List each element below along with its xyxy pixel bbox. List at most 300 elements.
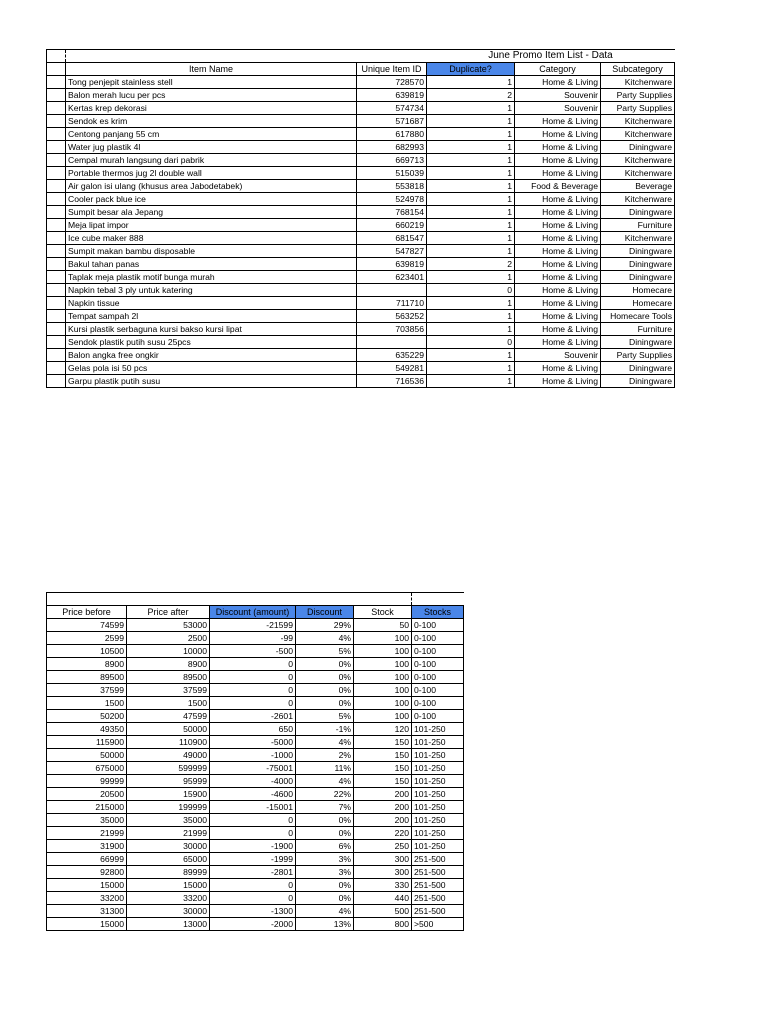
stock-cell[interactable]: 150 <box>354 736 412 749</box>
discount-amount-cell[interactable]: 0 <box>210 697 296 710</box>
unique-id-cell[interactable]: 728570 <box>357 76 427 89</box>
category-cell[interactable]: Home & Living <box>515 128 601 141</box>
discount-amount-cell[interactable]: 0 <box>210 827 296 840</box>
price-after-cell[interactable]: 15000 <box>127 879 210 892</box>
price-after-cell[interactable]: 21999 <box>127 827 210 840</box>
stocks-cell[interactable]: 0-100 <box>412 671 464 684</box>
item-name-cell[interactable]: Garpu plastik putih susu <box>66 375 357 388</box>
price-after-cell[interactable]: 89500 <box>127 671 210 684</box>
stocks-cell[interactable]: 101-250 <box>412 827 464 840</box>
price-before-cell[interactable]: 675000 <box>47 762 127 775</box>
stocks-cell[interactable]: 0-100 <box>412 697 464 710</box>
price-after-cell[interactable]: 2500 <box>127 632 210 645</box>
stocks-cell[interactable]: 101-250 <box>412 749 464 762</box>
discount-cell[interactable]: -1% <box>296 723 354 736</box>
item-name-cell[interactable]: Sumpit makan bambu disposable <box>66 245 357 258</box>
stocks-cell[interactable]: 101-250 <box>412 762 464 775</box>
discount-amount-cell[interactable]: -15001 <box>210 801 296 814</box>
item-name-cell[interactable]: Balon merah lucu per pcs <box>66 89 357 102</box>
stock-cell[interactable]: 150 <box>354 775 412 788</box>
unique-id-cell[interactable]: 623401 <box>357 271 427 284</box>
price-before-cell[interactable]: 35000 <box>47 814 127 827</box>
subcategory-cell[interactable]: Furniture <box>601 323 675 336</box>
unique-id-cell[interactable]: 571687 <box>357 115 427 128</box>
duplicate-cell[interactable]: 1 <box>427 310 515 323</box>
table-row <box>47 128 675 141</box>
stock-cell[interactable]: 200 <box>354 788 412 801</box>
duplicate-cell[interactable]: 1 <box>427 297 515 310</box>
table-row <box>47 853 464 866</box>
table-row <box>47 710 464 723</box>
stocks-cell[interactable]: 251-500 <box>412 892 464 905</box>
table-row <box>47 271 675 284</box>
price-before-cell[interactable]: 49350 <box>47 723 127 736</box>
duplicate-cell[interactable]: 2 <box>427 258 515 271</box>
stock-cell[interactable]: 220 <box>354 827 412 840</box>
table-row <box>47 349 675 362</box>
column-header-item-name[interactable]: Item Name <box>66 63 357 76</box>
item-name-cell[interactable]: Kertas krep dekorasi <box>66 102 357 115</box>
category-cell[interactable]: Home & Living <box>515 375 601 388</box>
unique-id-cell[interactable]: 639819 <box>357 89 427 102</box>
discount-amount-cell[interactable]: 0 <box>210 814 296 827</box>
item-name-cell[interactable]: Taplak meja plastik motif bunga murah <box>66 271 357 284</box>
table-row <box>47 788 464 801</box>
item-name-cell[interactable]: Sendok es krim <box>66 115 357 128</box>
discount-amount-cell[interactable]: -1300 <box>210 905 296 918</box>
duplicate-cell[interactable]: 1 <box>427 375 515 388</box>
price-after-cell[interactable]: 8900 <box>127 658 210 671</box>
stocks-cell[interactable]: 101-250 <box>412 723 464 736</box>
price-before-cell[interactable]: 8900 <box>47 658 127 671</box>
discount-cell[interactable]: 5% <box>296 710 354 723</box>
category-cell[interactable]: Home & Living <box>515 154 601 167</box>
price-before-cell[interactable]: 50200 <box>47 710 127 723</box>
unique-id-cell[interactable] <box>357 284 427 297</box>
discount-amount-cell[interactable]: -4600 <box>210 788 296 801</box>
column-header-category[interactable]: Category <box>515 63 601 76</box>
subcategory-cell[interactable]: Beverage <box>601 180 675 193</box>
item-name-cell[interactable]: Cempal murah langsung dari pabrik <box>66 154 357 167</box>
stock-cell[interactable]: 500 <box>354 905 412 918</box>
discount-cell[interactable]: 4% <box>296 775 354 788</box>
table-row <box>47 206 675 219</box>
stock-cell[interactable]: 440 <box>354 892 412 905</box>
price-after-cell[interactable]: 15900 <box>127 788 210 801</box>
price-before-cell[interactable]: 37599 <box>47 684 127 697</box>
stock-cell[interactable]: 150 <box>354 749 412 762</box>
price-before-cell[interactable]: 15000 <box>47 918 127 931</box>
unique-id-cell[interactable]: 669713 <box>357 154 427 167</box>
stock-cell[interactable]: 150 <box>354 762 412 775</box>
discount-amount-cell[interactable]: -4000 <box>210 775 296 788</box>
price-before-cell[interactable]: 215000 <box>47 801 127 814</box>
item-name-cell[interactable]: Balon angka free ongkir <box>66 349 357 362</box>
stock-cell[interactable]: 100 <box>354 632 412 645</box>
discount-cell[interactable]: 4% <box>296 905 354 918</box>
category-cell[interactable]: Home & Living <box>515 141 601 154</box>
price-after-cell[interactable]: 13000 <box>127 918 210 931</box>
discount-amount-cell[interactable]: -500 <box>210 645 296 658</box>
stock-cell[interactable]: 300 <box>354 866 412 879</box>
stock-cell[interactable]: 330 <box>354 879 412 892</box>
table-row <box>47 918 464 931</box>
table-row <box>47 736 464 749</box>
category-cell[interactable]: Souvenir <box>515 349 601 362</box>
price-after-cell[interactable]: 30000 <box>127 840 210 853</box>
category-cell[interactable]: Home & Living <box>515 167 601 180</box>
discount-amount-cell[interactable]: -75001 <box>210 762 296 775</box>
subcategory-cell[interactable]: Kitchenware <box>601 115 675 128</box>
subcategory-cell[interactable]: Party Supplies <box>601 102 675 115</box>
discount-amount-cell[interactable]: -21599 <box>210 619 296 632</box>
price-before-cell[interactable]: 50000 <box>47 749 127 762</box>
stock-cell[interactable]: 50 <box>354 619 412 632</box>
table-row <box>47 323 675 336</box>
subcategory-cell[interactable]: Homecare Tools <box>601 310 675 323</box>
price-before-cell[interactable]: 92800 <box>47 866 127 879</box>
item-name-cell[interactable]: Cooler pack blue ice <box>66 193 357 206</box>
duplicate-cell[interactable]: 1 <box>427 271 515 284</box>
discount-amount-cell[interactable]: -2601 <box>210 710 296 723</box>
table-row <box>47 219 675 232</box>
unique-id-cell[interactable]: 617880 <box>357 128 427 141</box>
price-before-cell[interactable]: 31300 <box>47 905 127 918</box>
discount-amount-cell[interactable]: -99 <box>210 632 296 645</box>
item-name-cell[interactable]: Kursi plastik serbaguna kursi bakso kursi lipat <box>66 323 357 336</box>
duplicate-cell[interactable]: 1 <box>427 102 515 115</box>
stocks-cell[interactable]: 0-100 <box>412 632 464 645</box>
duplicate-cell[interactable]: 1 <box>427 128 515 141</box>
price-before-cell[interactable]: 99999 <box>47 775 127 788</box>
subcategory-cell[interactable]: Diningware <box>601 245 675 258</box>
category-cell[interactable]: Home & Living <box>515 310 601 323</box>
subcategory-cell[interactable]: Kitchenware <box>601 167 675 180</box>
table-row <box>47 801 464 814</box>
subcategory-cell[interactable]: Kitchenware <box>601 76 675 89</box>
stocks-cell[interactable]: 0-100 <box>412 645 464 658</box>
stocks-cell[interactable]: >500 <box>412 918 464 931</box>
stock-cell[interactable]: 800 <box>354 918 412 931</box>
column-header-price-after[interactable]: Price after <box>127 606 210 619</box>
table-row <box>47 375 675 388</box>
discount-cell[interactable]: 29% <box>296 619 354 632</box>
category-cell[interactable]: Home & Living <box>515 362 601 375</box>
subcategory-cell[interactable]: Kitchenware <box>601 232 675 245</box>
discount-cell[interactable]: 0% <box>296 879 354 892</box>
discount-cell[interactable]: 13% <box>296 918 354 931</box>
subcategory-cell[interactable]: Diningware <box>601 362 675 375</box>
stock-cell[interactable]: 100 <box>354 697 412 710</box>
stock-cell[interactable]: 100 <box>354 645 412 658</box>
price-after-cell[interactable]: 199999 <box>127 801 210 814</box>
category-cell[interactable]: Home & Living <box>515 245 601 258</box>
price-after-cell[interactable]: 110900 <box>127 736 210 749</box>
discount-cell[interactable]: 2% <box>296 749 354 762</box>
discount-amount-cell[interactable]: 650 <box>210 723 296 736</box>
item-name-cell[interactable]: Sendok plastik putih susu 25pcs <box>66 336 357 349</box>
stock-cell[interactable]: 200 <box>354 801 412 814</box>
subcategory-cell[interactable]: Diningware <box>601 258 675 271</box>
subcategory-cell[interactable]: Homecare <box>601 297 675 310</box>
price-after-cell[interactable]: 30000 <box>127 905 210 918</box>
stocks-cell[interactable]: 101-250 <box>412 775 464 788</box>
category-cell[interactable]: Home & Living <box>515 297 601 310</box>
discount-cell[interactable]: 0% <box>296 892 354 905</box>
discount-cell[interactable]: 5% <box>296 645 354 658</box>
column-header-discount[interactable]: Discount <box>296 606 354 619</box>
price-before-cell[interactable]: 33200 <box>47 892 127 905</box>
category-cell[interactable]: Home & Living <box>515 232 601 245</box>
unique-id-cell[interactable]: 768154 <box>357 206 427 219</box>
category-cell[interactable]: Home & Living <box>515 258 601 271</box>
discount-cell[interactable]: 3% <box>296 866 354 879</box>
category-cell[interactable]: Home & Living <box>515 284 601 297</box>
stock-cell[interactable]: 200 <box>354 814 412 827</box>
unique-id-cell[interactable]: 635229 <box>357 349 427 362</box>
discount-amount-cell[interactable]: -2801 <box>210 866 296 879</box>
duplicate-cell[interactable]: 1 <box>427 154 515 167</box>
discount-cell[interactable]: 4% <box>296 736 354 749</box>
stocks-cell[interactable]: 101-250 <box>412 814 464 827</box>
table-row <box>47 115 675 128</box>
stocks-cell[interactable]: 0-100 <box>412 658 464 671</box>
discount-amount-cell[interactable]: -1000 <box>210 749 296 762</box>
table-row <box>47 892 464 905</box>
discount-cell[interactable]: 0% <box>296 814 354 827</box>
category-cell[interactable]: Souvenir <box>515 102 601 115</box>
subcategory-cell[interactable]: Diningware <box>601 206 675 219</box>
unique-id-cell[interactable]: 681547 <box>357 232 427 245</box>
discount-cell[interactable]: 0% <box>296 671 354 684</box>
duplicate-cell[interactable]: 1 <box>427 76 515 89</box>
stocks-cell[interactable]: 251-500 <box>412 866 464 879</box>
subcategory-cell[interactable]: Kitchenware <box>601 128 675 141</box>
item-name-cell[interactable]: Ice cube maker 888 <box>66 232 357 245</box>
unique-id-cell[interactable]: 547827 <box>357 245 427 258</box>
price-before-cell[interactable]: 15000 <box>47 879 127 892</box>
price-after-cell[interactable]: 95999 <box>127 775 210 788</box>
price-after-cell[interactable]: 1500 <box>127 697 210 710</box>
stock-cell[interactable]: 100 <box>354 671 412 684</box>
unique-id-cell[interactable]: 703856 <box>357 323 427 336</box>
subcategory-cell[interactable]: Diningware <box>601 271 675 284</box>
stocks-cell[interactable]: 101-250 <box>412 736 464 749</box>
unique-id-cell[interactable]: 553818 <box>357 180 427 193</box>
discount-amount-cell[interactable]: -2000 <box>210 918 296 931</box>
price-after-cell[interactable]: 33200 <box>127 892 210 905</box>
subcategory-cell[interactable]: Kitchenware <box>601 193 675 206</box>
price-after-cell[interactable]: 89999 <box>127 866 210 879</box>
stocks-cell[interactable]: 101-250 <box>412 801 464 814</box>
discount-amount-cell[interactable]: 0 <box>210 658 296 671</box>
unique-id-cell[interactable]: 563252 <box>357 310 427 323</box>
discount-cell[interactable]: 4% <box>296 632 354 645</box>
price-stock-table <box>46 592 464 931</box>
stock-cell[interactable]: 250 <box>354 840 412 853</box>
price-after-cell[interactable]: 35000 <box>127 814 210 827</box>
price-before-cell[interactable]: 31900 <box>47 840 127 853</box>
discount-cell[interactable]: 22% <box>296 788 354 801</box>
stocks-cell[interactable]: 0-100 <box>412 710 464 723</box>
price-after-cell[interactable]: 37599 <box>127 684 210 697</box>
unique-id-cell[interactable]: 549281 <box>357 362 427 375</box>
discount-amount-cell[interactable]: 0 <box>210 684 296 697</box>
subcategory-cell[interactable]: Furniture <box>601 219 675 232</box>
price-before-cell[interactable]: 20500 <box>47 788 127 801</box>
discount-cell[interactable]: 0% <box>296 697 354 710</box>
stock-cell[interactable]: 100 <box>354 658 412 671</box>
column-header-unique-id[interactable]: Unique Item ID <box>357 63 427 76</box>
stocks-cell[interactable]: 0-100 <box>412 684 464 697</box>
discount-cell[interactable]: 0% <box>296 658 354 671</box>
duplicate-cell[interactable]: 1 <box>427 219 515 232</box>
category-cell[interactable]: Home & Living <box>515 323 601 336</box>
discount-amount-cell[interactable]: -5000 <box>210 736 296 749</box>
subcategory-cell[interactable]: Diningware <box>601 141 675 154</box>
price-after-cell[interactable]: 47599 <box>127 710 210 723</box>
category-cell[interactable]: Home & Living <box>515 336 601 349</box>
unique-id-cell[interactable]: 711710 <box>357 297 427 310</box>
category-cell[interactable]: Home & Living <box>515 219 601 232</box>
duplicate-cell[interactable]: 1 <box>427 323 515 336</box>
table-row <box>47 167 675 180</box>
category-cell[interactable]: Home & Living <box>515 193 601 206</box>
table-row <box>47 193 675 206</box>
duplicate-cell[interactable]: 1 <box>427 167 515 180</box>
column-header-subcategory[interactable]: Subcategory <box>601 63 675 76</box>
column-header-stocks[interactable]: Stocks <box>412 606 464 619</box>
table-row <box>47 645 464 658</box>
category-cell[interactable]: Food & Beverage <box>515 180 601 193</box>
unique-id-cell[interactable]: 682993 <box>357 141 427 154</box>
duplicate-cell[interactable]: 1 <box>427 362 515 375</box>
item-name-cell[interactable]: Tempat sampah 2l <box>66 310 357 323</box>
stock-cell[interactable]: 120 <box>354 723 412 736</box>
price-before-cell[interactable]: 66999 <box>47 853 127 866</box>
table-title: June Promo Item List - Data <box>427 50 675 63</box>
duplicate-cell[interactable]: 1 <box>427 245 515 258</box>
unique-id-cell[interactable]: 716536 <box>357 375 427 388</box>
stocks-cell[interactable]: 251-500 <box>412 853 464 866</box>
duplicate-cell[interactable]: 1 <box>427 115 515 128</box>
subcategory-cell[interactable]: Homecare <box>601 284 675 297</box>
item-name-cell[interactable]: Napkin tebal 3 ply untuk katering <box>66 284 357 297</box>
table-row <box>47 258 675 271</box>
item-name-cell[interactable]: Water jug plastik 4l <box>66 141 357 154</box>
unique-id-cell[interactable]: 524978 <box>357 193 427 206</box>
duplicate-cell[interactable]: 1 <box>427 141 515 154</box>
price-after-cell[interactable]: 599999 <box>127 762 210 775</box>
discount-cell[interactable]: 3% <box>296 853 354 866</box>
item-name-cell[interactable]: Tong penjepit stainless stell <box>66 76 357 89</box>
table-row <box>47 697 464 710</box>
stocks-cell[interactable]: 101-250 <box>412 840 464 853</box>
discount-amount-cell[interactable]: 0 <box>210 892 296 905</box>
duplicate-cell[interactable]: 2 <box>427 89 515 102</box>
item-name-cell[interactable]: Portable thermos jug 2l double wall <box>66 167 357 180</box>
unique-id-cell[interactable]: 660219 <box>357 219 427 232</box>
subcategory-cell[interactable]: Diningware <box>601 336 675 349</box>
discount-cell[interactable]: 0% <box>296 684 354 697</box>
item-name-cell[interactable]: Centong panjang 55 cm <box>66 128 357 141</box>
price-before-cell[interactable]: 10500 <box>47 645 127 658</box>
duplicate-cell[interactable]: 1 <box>427 193 515 206</box>
column-header-stock[interactable]: Stock <box>354 606 412 619</box>
stocks-cell[interactable]: 251-500 <box>412 879 464 892</box>
table-row <box>47 749 464 762</box>
stocks-cell[interactable]: 101-250 <box>412 788 464 801</box>
stock-cell[interactable]: 100 <box>354 710 412 723</box>
table-row <box>47 879 464 892</box>
discount-cell[interactable]: 6% <box>296 840 354 853</box>
table-row <box>47 76 675 89</box>
subcategory-cell[interactable]: Party Supplies <box>601 89 675 102</box>
category-cell[interactable]: Home & Living <box>515 271 601 284</box>
duplicate-cell[interactable]: 1 <box>427 349 515 362</box>
subcategory-cell[interactable]: Party Supplies <box>601 349 675 362</box>
price-after-cell[interactable]: 53000 <box>127 619 210 632</box>
price-before-cell[interactable]: 115900 <box>47 736 127 749</box>
discount-amount-cell[interactable]: -1999 <box>210 853 296 866</box>
price-after-cell[interactable]: 10000 <box>127 645 210 658</box>
discount-cell[interactable]: 0% <box>296 827 354 840</box>
stock-cell[interactable]: 100 <box>354 684 412 697</box>
item-name-cell[interactable]: Sumpit besar ala Jepang <box>66 206 357 219</box>
column-header-discount-amount[interactable]: Discount (amount) <box>210 606 296 619</box>
category-cell[interactable]: Home & Living <box>515 206 601 219</box>
discount-cell[interactable]: 7% <box>296 801 354 814</box>
duplicate-cell[interactable]: 1 <box>427 232 515 245</box>
duplicate-cell[interactable]: 0 <box>427 336 515 349</box>
subcategory-cell[interactable]: Diningware <box>601 375 675 388</box>
discount-cell[interactable]: 11% <box>296 762 354 775</box>
price-after-cell[interactable]: 49000 <box>127 749 210 762</box>
category-cell[interactable]: Home & Living <box>515 115 601 128</box>
discount-amount-cell[interactable]: 0 <box>210 879 296 892</box>
item-name-cell[interactable]: Air galon isi ulang (khusus area Jabodetabek) <box>66 180 357 193</box>
unique-id-cell[interactable]: 515039 <box>357 167 427 180</box>
price-before-cell[interactable]: 74599 <box>47 619 127 632</box>
unique-id-cell[interactable] <box>357 336 427 349</box>
subcategory-cell[interactable]: Kitchenware <box>601 154 675 167</box>
item-name-cell[interactable]: Napkin tissue <box>66 297 357 310</box>
category-cell[interactable]: Souvenir <box>515 89 601 102</box>
stocks-cell[interactable]: 0-100 <box>412 619 464 632</box>
item-name-cell[interactable]: Bakul tahan panas <box>66 258 357 271</box>
category-cell[interactable]: Home & Living <box>515 76 601 89</box>
discount-amount-cell[interactable]: 0 <box>210 671 296 684</box>
item-name-cell[interactable]: Meja lipat impor <box>66 219 357 232</box>
duplicate-cell[interactable]: 0 <box>427 284 515 297</box>
price-after-cell[interactable]: 50000 <box>127 723 210 736</box>
price-before-cell[interactable]: 2599 <box>47 632 127 645</box>
unique-id-cell[interactable]: 639819 <box>357 258 427 271</box>
column-header-duplicate[interactable]: Duplicate? <box>427 63 515 76</box>
unique-id-cell[interactable]: 574734 <box>357 102 427 115</box>
column-header-price-before[interactable]: Price before <box>47 606 127 619</box>
stocks-cell[interactable]: 251-500 <box>412 905 464 918</box>
discount-amount-cell[interactable]: -1900 <box>210 840 296 853</box>
item-name-cell[interactable]: Gelas pola isi 50 pcs <box>66 362 357 375</box>
stock-cell[interactable]: 300 <box>354 853 412 866</box>
price-after-cell[interactable]: 65000 <box>127 853 210 866</box>
duplicate-cell[interactable]: 1 <box>427 180 515 193</box>
price-before-cell[interactable]: 21999 <box>47 827 127 840</box>
price-before-cell[interactable]: 89500 <box>47 671 127 684</box>
price-before-cell[interactable]: 1500 <box>47 697 127 710</box>
duplicate-cell[interactable]: 1 <box>427 206 515 219</box>
